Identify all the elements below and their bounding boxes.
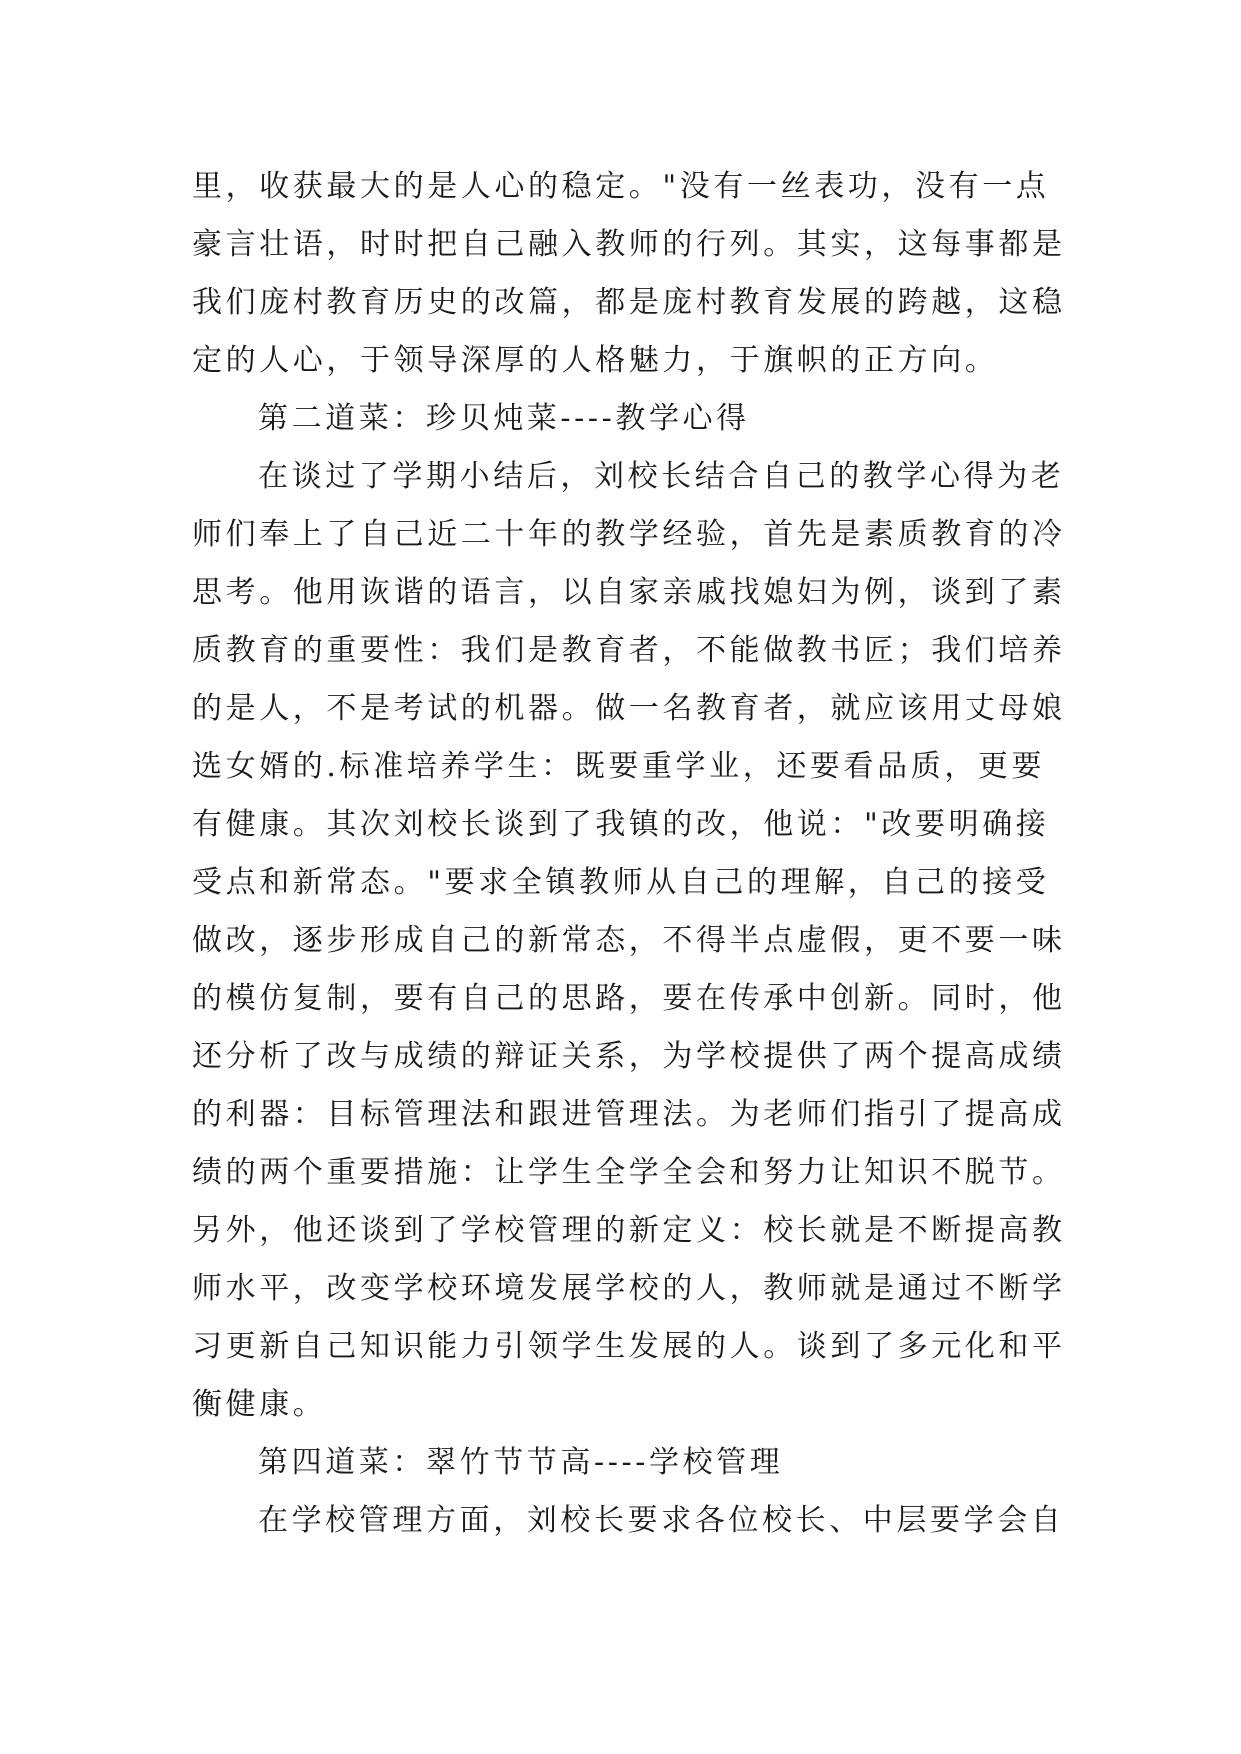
text-line: 习更新自己知识能力引领学生发展的人。谈到了多元化和平 xyxy=(192,1329,1066,1364)
text-line: 另外，他还谈到了学校管理的新定义：校长就是不断提高教 xyxy=(192,1213,1066,1248)
text-line: 我们庞村教育历史的改篇，都是庞村教育发展的跨越，这稳 xyxy=(192,285,1066,320)
text-line: 的利器：目标管理法和跟进管理法。为老师们指引了提高成 xyxy=(192,1097,1066,1132)
text-line: 质教育的重要性：我们是教育者，不能做教书匠；我们培养 xyxy=(192,633,1066,668)
text-line: 思考。他用诙谐的语言，以自家亲戚找媳妇为例，谈到了素 xyxy=(192,575,1066,610)
text-line: 定的人心，于领导深厚的人格魅力，于旗帜的正方向。 xyxy=(192,343,999,378)
text-line: 师们奉上了自己近二十年的教学经验，首先是素质教育的冷 xyxy=(192,517,1066,552)
text-line: 的是人，不是考试的机器。做一名教育者，就应该用丈母娘 xyxy=(192,691,1066,726)
text-line: 的模仿复制，要有自己的思路，要在传承中创新。同时，他 xyxy=(192,981,1066,1016)
text-line: 选女婿的.标准培养学生：既要重学业，还要看品质，更要 xyxy=(192,749,1046,784)
paragraph-start: 在谈过了学期小结后，刘校长结合自己的教学心得为老 xyxy=(258,459,1065,494)
text-line: 做改，逐步形成自己的新常态，不得半点虚假，更不要一味 xyxy=(192,923,1066,958)
text-line: 里，收获最大的是人心的稳定。"没有一丝表功，没有一点 xyxy=(192,169,1050,204)
body-text xyxy=(192,158,1066,1550)
text-line: 豪言壮语，时时把自己融入教师的行列。其实，这每事都是 xyxy=(192,227,1066,262)
section-heading-dish-two: 第二道菜：珍贝炖菜----教学心得 xyxy=(258,401,750,436)
text-line: 有健康。其次刘校长谈到了我镇的改，他说："改要明确接 xyxy=(192,807,1050,842)
text-line: 师水平，改变学校环境发展学校的人，教师就是通过不断学 xyxy=(192,1271,1066,1306)
section-heading-dish-four: 第四道菜：翠竹节节高----学校管理 xyxy=(258,1445,784,1480)
paragraph-start: 在学校管理方面，刘校长要求各位校长、中层要学会自 xyxy=(258,1503,1065,1538)
text-line: 还分析了改与成绩的辩证关系，为学校提供了两个提高成绩 xyxy=(192,1039,1066,1074)
text-line: 衡健康。 xyxy=(192,1387,327,1422)
text-line: 受点和新常态。"要求全镇教师从自己的理解，自己的接受 xyxy=(192,865,1050,900)
text-line: 绩的两个重要措施：让学生全学全会和努力让知识不脱节。 xyxy=(192,1155,1066,1190)
